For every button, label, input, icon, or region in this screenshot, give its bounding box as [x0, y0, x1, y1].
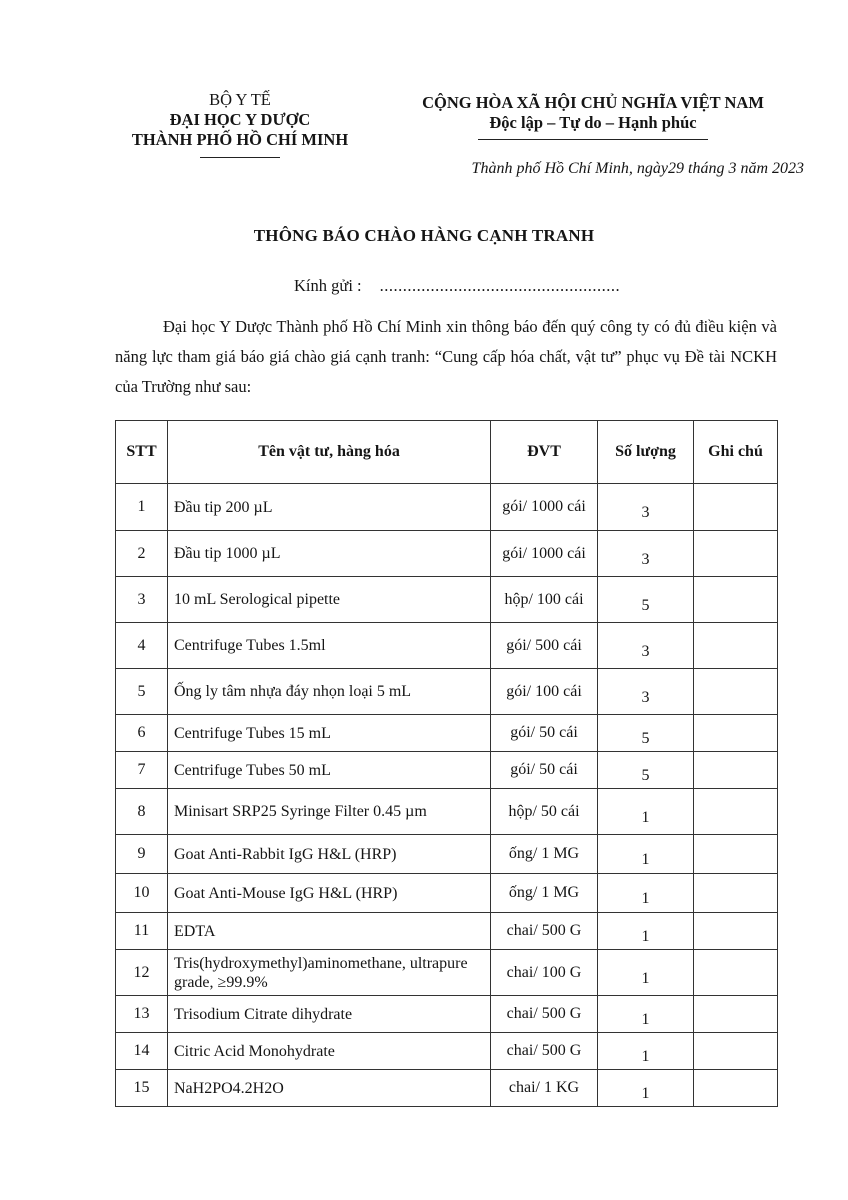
row-item-name: Minisart SRP25 Syringe Filter 0.45 µm	[168, 789, 491, 835]
header-name: Tên vật tư, hàng hóa	[168, 421, 491, 484]
row-stt: 15	[116, 1070, 168, 1107]
row-stt: 7	[116, 752, 168, 789]
salutation-dots: ....................................................	[379, 276, 621, 295]
row-quantity: 1	[598, 1070, 694, 1107]
row-unit: gói/ 50 cái	[491, 715, 598, 752]
row-note	[694, 669, 778, 715]
row-quantity: 3	[598, 484, 694, 531]
header-right-divider	[478, 139, 708, 140]
row-stt: 6	[116, 715, 168, 752]
table-row	[116, 789, 778, 835]
row-item-name: Trisodium Citrate dihydrate	[168, 996, 491, 1033]
row-stt: 14	[116, 1033, 168, 1070]
row-quantity: 5	[598, 752, 694, 789]
table-row	[116, 577, 778, 623]
row-quantity: 1	[598, 835, 694, 874]
row-stt: 3	[116, 577, 168, 623]
row-item-name: Goat Anti-Rabbit IgG H&L (HRP)	[168, 835, 491, 874]
header-qty: Số lượng	[598, 421, 694, 484]
row-note	[694, 752, 778, 789]
row-stt: 1	[116, 484, 168, 531]
row-note	[694, 1070, 778, 1107]
row-item-name: 10 mL Serological pipette	[168, 577, 491, 623]
table-header-row	[116, 421, 778, 484]
row-note	[694, 789, 778, 835]
row-note	[694, 996, 778, 1033]
table-row	[116, 484, 778, 531]
national-motto: Độc lập – Tự do – Hạnh phúc	[489, 113, 697, 132]
table-row	[116, 874, 778, 913]
row-unit: ống/ 1 MG	[491, 835, 598, 874]
intro-paragraph: Đại học Y Dược Thành phố Hồ Chí Minh xin thông báo đến quý công ty có đủ điều kiện và năng lực tham giá báo giá chào giá cạnh tranh: “Cung cấp hóa chất, vật tư” phục vụ Đề tài NCKH của Trường như sau:	[115, 317, 777, 396]
row-stt: 4	[116, 623, 168, 669]
row-item-name: Đầu tip 200 µL	[168, 484, 491, 531]
header-unit: ĐVT	[491, 421, 598, 484]
row-quantity: 3	[598, 669, 694, 715]
table-row	[116, 752, 778, 789]
table-row	[116, 996, 778, 1033]
row-unit: hộp/ 100 cái	[491, 577, 598, 623]
row-unit: gói/ 500 cái	[491, 623, 598, 669]
row-note	[694, 531, 778, 577]
national-title: CỘNG HÒA XÃ HỘI CHỦ NGHĨA VIỆT NAM	[422, 93, 764, 112]
row-unit: chai/ 500 G	[491, 1033, 598, 1070]
ministry-name: BỘ Y TẾ	[209, 90, 271, 109]
row-quantity: 1	[598, 913, 694, 950]
row-unit: chai/ 500 G	[491, 996, 598, 1033]
row-unit: gói/ 100 cái	[491, 669, 598, 715]
table-row	[116, 715, 778, 752]
row-stt: 12	[116, 950, 168, 996]
table-row	[116, 1070, 778, 1107]
row-quantity: 1	[598, 1033, 694, 1070]
table-row	[116, 623, 778, 669]
university-name: ĐẠI HỌC Y DƯỢC	[169, 110, 311, 129]
row-quantity: 1	[598, 950, 694, 996]
university-city: THÀNH PHỐ HỒ CHÍ MINH	[131, 130, 349, 149]
table-row	[116, 913, 778, 950]
row-unit: chai/ 500 G	[491, 913, 598, 950]
table-row	[116, 669, 778, 715]
row-quantity: 3	[598, 623, 694, 669]
row-unit: gói/ 1000 cái	[491, 484, 598, 531]
table-body	[116, 484, 778, 1107]
row-quantity: 3	[598, 531, 694, 577]
row-note	[694, 623, 778, 669]
row-item-name: EDTA	[168, 913, 491, 950]
row-stt: 5	[116, 669, 168, 715]
row-item-name: Centrifuge Tubes 50 mL	[168, 752, 491, 789]
header-stt: STT	[116, 421, 168, 484]
row-note	[694, 950, 778, 996]
row-stt: 10	[116, 874, 168, 913]
national-header	[388, 93, 798, 140]
row-stt: 8	[116, 789, 168, 835]
row-quantity: 1	[598, 874, 694, 913]
date-line: Thành phố Hồ Chí Minh, ngày29 tháng 3 năm 2023	[471, 160, 804, 177]
document-title: THÔNG BÁO CHÀO HÀNG CẠNH TRANH	[253, 226, 595, 245]
row-item-name: Centrifuge Tubes 1.5ml	[168, 623, 491, 669]
row-unit: ống/ 1 MG	[491, 874, 598, 913]
row-stt: 13	[116, 996, 168, 1033]
header-left-divider	[200, 157, 280, 158]
ministry-header	[100, 90, 380, 158]
header-note: Ghi chú	[694, 421, 778, 484]
row-quantity: 5	[598, 577, 694, 623]
row-item-name: Ống ly tâm nhựa đáy nhọn loại 5 mL	[168, 669, 491, 715]
row-unit: gói/ 1000 cái	[491, 531, 598, 577]
table-row	[116, 531, 778, 577]
salutation-label: Kính gửi :	[294, 276, 362, 295]
table-row	[116, 950, 778, 996]
row-note	[694, 715, 778, 752]
row-item-name: NaH2PO4.2H2O	[168, 1070, 491, 1107]
row-unit: chai/ 1 KG	[491, 1070, 598, 1107]
row-item-name: Centrifuge Tubes 15 mL	[168, 715, 491, 752]
salutation	[294, 276, 620, 296]
row-item-name: Citric Acid Monohydrate	[168, 1033, 491, 1070]
items-table	[115, 420, 778, 1107]
row-note	[694, 577, 778, 623]
row-unit: hộp/ 50 cái	[491, 789, 598, 835]
row-item-name: Đầu tip 1000 µL	[168, 531, 491, 577]
row-stt: 11	[116, 913, 168, 950]
row-quantity: 5	[598, 715, 694, 752]
row-quantity: 1	[598, 996, 694, 1033]
row-unit: gói/ 50 cái	[491, 752, 598, 789]
row-stt: 9	[116, 835, 168, 874]
row-note	[694, 835, 778, 874]
row-note	[694, 874, 778, 913]
row-note	[694, 1033, 778, 1070]
row-item-name: Goat Anti-Mouse IgG H&L (HRP)	[168, 874, 491, 913]
row-note	[694, 484, 778, 531]
row-note	[694, 913, 778, 950]
table-row	[116, 1033, 778, 1070]
row-stt: 2	[116, 531, 168, 577]
row-item-name: Tris(hydroxymethyl)aminomethane, ultrapure grade, ≥99.9%	[168, 950, 491, 996]
row-quantity: 1	[598, 789, 694, 835]
table-row	[116, 835, 778, 874]
row-unit: chai/ 100 G	[491, 950, 598, 996]
